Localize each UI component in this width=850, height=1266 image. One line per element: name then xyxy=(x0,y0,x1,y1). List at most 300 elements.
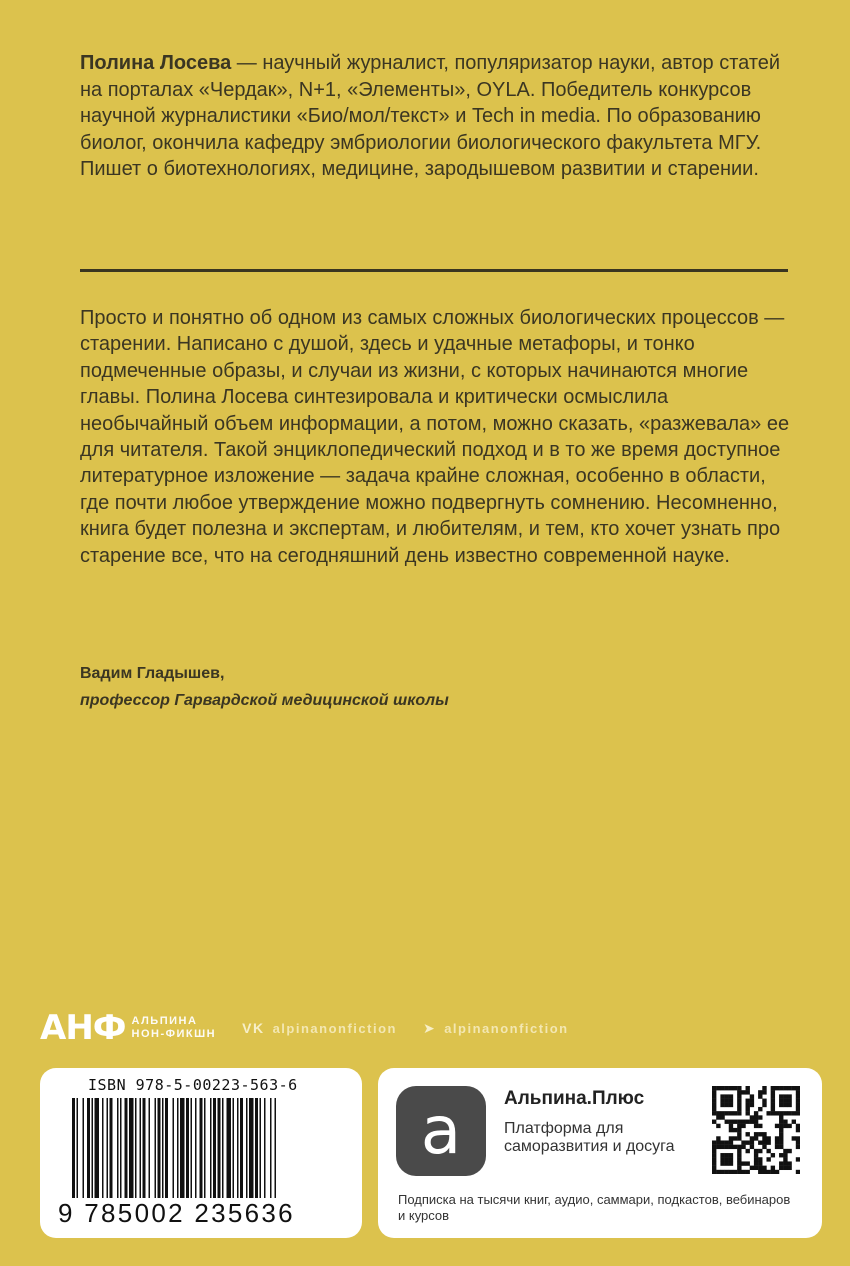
qr-module xyxy=(741,1140,745,1144)
qr-module xyxy=(758,1090,762,1094)
qr-module xyxy=(771,1099,775,1103)
qr-module xyxy=(796,1111,800,1115)
qr-module xyxy=(779,1140,783,1144)
qr-module xyxy=(725,1099,729,1103)
qr-module xyxy=(779,1124,783,1128)
qr-module xyxy=(771,1107,775,1111)
qr-module xyxy=(729,1157,733,1161)
qr-module xyxy=(758,1170,762,1174)
barcode-bar xyxy=(227,1098,232,1198)
qr-module xyxy=(779,1111,783,1115)
qr-module xyxy=(754,1161,758,1165)
qr-module xyxy=(758,1140,762,1144)
qr-module xyxy=(779,1086,783,1090)
qr-module xyxy=(796,1145,800,1149)
qr-module xyxy=(737,1086,741,1090)
barcode-bar xyxy=(270,1098,272,1198)
qr-module xyxy=(741,1170,745,1174)
qr-module xyxy=(737,1157,741,1161)
barcode-bar xyxy=(255,1098,258,1198)
qr-module xyxy=(716,1136,720,1140)
qr-module xyxy=(733,1170,737,1174)
qr-module xyxy=(737,1120,741,1124)
qr-module xyxy=(787,1149,791,1153)
qr-module xyxy=(796,1124,800,1128)
qr-module xyxy=(712,1166,716,1170)
qr-module xyxy=(771,1170,775,1174)
qr-module xyxy=(737,1099,741,1103)
barcode-bar xyxy=(173,1098,175,1198)
qr-module xyxy=(754,1166,758,1170)
qr-module xyxy=(741,1124,745,1128)
qr-module xyxy=(716,1115,720,1119)
qr-module xyxy=(716,1124,720,1128)
qr-module xyxy=(783,1153,787,1157)
qr-module xyxy=(796,1140,800,1144)
qr-module xyxy=(725,1161,729,1165)
qr-module xyxy=(737,1170,741,1174)
qr-module xyxy=(716,1170,720,1174)
qr-module xyxy=(771,1090,775,1094)
qr-module xyxy=(796,1103,800,1107)
qr-module xyxy=(766,1136,770,1140)
qr-module xyxy=(716,1086,720,1090)
barcode-bar xyxy=(162,1098,164,1198)
qr-module xyxy=(716,1111,720,1115)
qr-module xyxy=(712,1090,716,1094)
qr-module xyxy=(746,1099,750,1103)
reviewer xyxy=(80,660,680,714)
qr-module xyxy=(783,1111,787,1115)
barcode-bar xyxy=(165,1098,168,1198)
barcode-bar xyxy=(87,1098,90,1198)
barcode-bar xyxy=(158,1098,161,1198)
vk-handle: alpinanonfiction xyxy=(272,1020,397,1036)
qr-module xyxy=(754,1153,758,1157)
barcode xyxy=(72,1098,342,1203)
qr-module xyxy=(762,1086,766,1090)
qr-module xyxy=(792,1136,796,1140)
qr-module xyxy=(762,1136,766,1140)
qr-module xyxy=(733,1111,737,1115)
qr-module xyxy=(762,1099,766,1103)
qr-module xyxy=(754,1136,758,1140)
qr-module xyxy=(754,1132,758,1136)
reviewer-name: Вадим Гладышев, xyxy=(80,665,225,682)
barcode-bar xyxy=(143,1098,146,1198)
qr-module xyxy=(712,1153,716,1157)
qr-module xyxy=(750,1094,754,1098)
qr-module xyxy=(746,1111,750,1115)
qr-module xyxy=(758,1094,762,1098)
qr-module xyxy=(729,1161,733,1165)
telegram-link[interactable] xyxy=(423,1020,569,1037)
barcode-bar xyxy=(246,1098,248,1198)
qr-module xyxy=(779,1136,783,1140)
qr-module xyxy=(792,1086,796,1090)
qr-module xyxy=(746,1170,750,1174)
qr-module xyxy=(758,1149,762,1153)
barcode-bar xyxy=(200,1098,203,1198)
qr-module xyxy=(720,1111,724,1115)
qr-module xyxy=(733,1145,737,1149)
qr-module xyxy=(712,1157,716,1161)
qr-module xyxy=(771,1103,775,1107)
qr-module xyxy=(787,1111,791,1115)
qr-module xyxy=(733,1086,737,1090)
qr-module xyxy=(775,1124,779,1128)
barcode-bar xyxy=(135,1098,137,1198)
qr-module xyxy=(766,1149,770,1153)
qr-module xyxy=(746,1103,750,1107)
qr-module xyxy=(775,1136,779,1140)
qr-module xyxy=(746,1120,750,1124)
qr-module xyxy=(750,1136,754,1140)
qr-module xyxy=(796,1090,800,1094)
qr-module xyxy=(729,1120,733,1124)
qr-module xyxy=(787,1094,791,1098)
vk-link[interactable] xyxy=(242,1020,397,1036)
qr-module xyxy=(737,1149,741,1153)
qr-module xyxy=(725,1103,729,1107)
qr-module xyxy=(775,1111,779,1115)
barcode-bar xyxy=(233,1098,235,1198)
qr-module xyxy=(737,1136,741,1140)
qr-module xyxy=(783,1124,787,1128)
barcode-bar xyxy=(120,1098,122,1198)
qr-module xyxy=(783,1161,787,1165)
qr-module xyxy=(758,1166,762,1170)
qr-module xyxy=(746,1132,750,1136)
vk-icon: VK xyxy=(242,1020,265,1036)
qr-module xyxy=(712,1120,716,1124)
qr-module xyxy=(762,1145,766,1149)
qr-module xyxy=(787,1161,791,1165)
qr-module xyxy=(720,1140,724,1144)
qr-module xyxy=(779,1166,783,1170)
qr-module xyxy=(720,1161,724,1165)
qr-module xyxy=(737,1166,741,1170)
qr-module xyxy=(712,1111,716,1115)
qr-module xyxy=(779,1161,783,1165)
barcode-bar xyxy=(210,1098,212,1198)
barcode-bar xyxy=(92,1098,94,1198)
qr-module xyxy=(712,1086,716,1090)
qr-module xyxy=(737,1107,741,1111)
barcode-bar xyxy=(72,1098,75,1198)
publisher-logo-line1: АЛЬПИНА xyxy=(131,1015,198,1027)
qr-module xyxy=(766,1140,770,1144)
qr-module xyxy=(729,1111,733,1115)
qr-module xyxy=(783,1086,787,1090)
qr-module xyxy=(775,1145,779,1149)
qr-module xyxy=(787,1103,791,1107)
alpina-plus-app-icon xyxy=(396,1086,486,1176)
qr-module xyxy=(783,1103,787,1107)
qr-module xyxy=(746,1090,750,1094)
publisher-row xyxy=(40,1008,700,1048)
qr-module xyxy=(750,1140,754,1144)
barcode-bar xyxy=(186,1098,189,1198)
qr-module xyxy=(725,1120,729,1124)
qr-module xyxy=(758,1115,762,1119)
qr-module xyxy=(779,1132,783,1136)
barcode-bar xyxy=(264,1098,266,1198)
qr-module xyxy=(737,1132,741,1136)
qr-module xyxy=(737,1111,741,1115)
qr-module xyxy=(725,1086,729,1090)
barcode-bar xyxy=(83,1098,85,1198)
qr-module xyxy=(762,1090,766,1094)
qr-module xyxy=(779,1120,783,1124)
publisher-logo-text xyxy=(132,1015,217,1041)
qr-module xyxy=(737,1103,741,1107)
barcode-bar xyxy=(222,1098,224,1198)
qr-module xyxy=(750,1115,754,1119)
qr-module xyxy=(796,1094,800,1098)
author-bio-text: — научный журналист, популяризатор науки, автор статей на порталах «Чердак», N+1, «Элементы», OYLA. Победитель конкурсов научной журналистики «Био/мол/текст» и Tech in media. По образованию биолог, окончила кафедру эмбриологии биологического факультета МГУ. Пишет о биотехнологиях, медицине, зародышевом развитии и старении. xyxy=(80,52,781,180)
qr-module xyxy=(720,1099,724,1103)
qr-module xyxy=(796,1136,800,1140)
barcode-bar xyxy=(107,1098,109,1198)
qr-module xyxy=(754,1149,758,1153)
qr-module xyxy=(725,1145,729,1149)
qr-module xyxy=(754,1124,758,1128)
barcode-bar xyxy=(180,1098,185,1198)
qr-module xyxy=(712,1094,716,1098)
telegram-handle: alpinanonfiction xyxy=(444,1020,569,1036)
qr-module xyxy=(741,1161,745,1165)
qr-module xyxy=(725,1157,729,1161)
promo-description: Подписка на тысячи книг, аудио, саммари, подкастов, вебинаров и курсов xyxy=(398,1192,791,1223)
qr-module xyxy=(729,1094,733,1098)
barcode-bar xyxy=(102,1098,104,1198)
qr-module xyxy=(758,1132,762,1136)
qr-module xyxy=(766,1111,770,1115)
barcode-bar xyxy=(177,1098,179,1198)
qr-module xyxy=(725,1094,729,1098)
barcode-bar xyxy=(237,1098,239,1198)
qr-module xyxy=(775,1086,779,1090)
barcode-bar xyxy=(204,1098,206,1198)
qr-module xyxy=(729,1086,733,1090)
barcode-bar xyxy=(213,1098,216,1198)
qr-module xyxy=(712,1140,716,1144)
review-text: Просто и понятно об одном из самых сложных биологических процессов — старении. Написано с душой, здесь и удачные метафоры, и тонко подмеченные образы, и случаи из жизни, с которых начинаются многие главы. Полина Лосева синтезировала и критически осмыслила необычайный объем информации, а потом, можно сказать, «разжевала» ее для читателя. Такой энциклопедический подход и в то же время доступное литературное изложение — задача крайне сложная, особенно в области, где почти любое утверждение можно подвергнуть сомнению. Несомненно, книга будет полезна и экспертам, и любителям, и тем, кто хочет узнать про старение все, что на сегодняшний день известно современной науке. xyxy=(80,307,790,567)
qr-module xyxy=(762,1132,766,1136)
qr-module xyxy=(712,1145,716,1149)
qr-module xyxy=(746,1086,750,1090)
barcode-bar xyxy=(117,1098,119,1198)
qr-module xyxy=(712,1099,716,1103)
qr-module xyxy=(729,1128,733,1132)
qr-module xyxy=(746,1140,750,1144)
qr-module xyxy=(779,1145,783,1149)
qr-module xyxy=(775,1140,779,1144)
qr-module xyxy=(758,1157,762,1161)
barcode-bar xyxy=(129,1098,134,1198)
qr-module xyxy=(712,1107,716,1111)
isbn-label: ISBN 978-5-00223-563-6 xyxy=(88,1076,298,1094)
qr-module xyxy=(787,1099,791,1103)
qr-module xyxy=(771,1153,775,1157)
qr-module xyxy=(787,1124,791,1128)
qr-module xyxy=(754,1111,758,1115)
qr-module xyxy=(729,1140,733,1144)
qr-module xyxy=(779,1128,783,1132)
qr-module xyxy=(720,1170,724,1174)
qr-module xyxy=(720,1086,724,1090)
qr-module xyxy=(787,1166,791,1170)
qr-module xyxy=(792,1120,796,1124)
qr-module xyxy=(779,1103,783,1107)
qr-module xyxy=(712,1161,716,1165)
qr-module xyxy=(771,1086,775,1090)
qr-module xyxy=(783,1149,787,1153)
qr-module xyxy=(771,1094,775,1098)
qr-module xyxy=(720,1145,724,1149)
telegram-icon: ➤ xyxy=(422,1019,437,1036)
qr-module xyxy=(771,1111,775,1115)
qr-module xyxy=(750,1166,754,1170)
qr-module xyxy=(758,1107,762,1111)
qr-module xyxy=(750,1103,754,1107)
qr-module xyxy=(741,1120,745,1124)
qr-module xyxy=(783,1166,787,1170)
isbn-box xyxy=(40,1068,362,1238)
qr-module xyxy=(796,1128,800,1132)
qr-module xyxy=(741,1145,745,1149)
qr-module xyxy=(796,1157,800,1161)
qr-module xyxy=(720,1153,724,1157)
author-bio xyxy=(80,50,790,183)
divider xyxy=(80,269,788,272)
qr-module xyxy=(771,1166,775,1170)
qr-module xyxy=(796,1107,800,1111)
qr-module xyxy=(758,1161,762,1165)
qr-module xyxy=(783,1157,787,1161)
qr-module xyxy=(796,1086,800,1090)
qr-module xyxy=(712,1103,716,1107)
qr-module xyxy=(762,1103,766,1107)
promo-subtitle: Платформа для саморазвития и досуга xyxy=(504,1120,675,1155)
publisher-logo-line2: НОН-ФИКШН xyxy=(131,1028,217,1040)
barcode-bar xyxy=(191,1098,193,1198)
qr-module xyxy=(750,1145,754,1149)
qr-module xyxy=(716,1145,720,1149)
qr-module xyxy=(737,1094,741,1098)
barcode-bar xyxy=(95,1098,100,1198)
qr-module xyxy=(729,1136,733,1140)
qr-module xyxy=(766,1157,770,1161)
barcode-bar xyxy=(149,1098,151,1198)
qr-module xyxy=(779,1099,783,1103)
qr-module xyxy=(725,1111,729,1115)
qr-module xyxy=(737,1090,741,1094)
qr-module xyxy=(779,1153,783,1157)
barcode-bar xyxy=(218,1098,221,1198)
qr-module xyxy=(725,1170,729,1174)
barcode-bar xyxy=(195,1098,197,1198)
barcode-bar xyxy=(110,1098,113,1198)
promo-title: Альпина.Плюс xyxy=(504,1088,645,1109)
qr-module xyxy=(733,1136,737,1140)
qr-module xyxy=(712,1149,716,1153)
qr-module xyxy=(787,1086,791,1090)
qr-module xyxy=(783,1099,787,1103)
qr-module xyxy=(754,1120,758,1124)
barcode-digits: 9 785002 235636 xyxy=(58,1198,295,1228)
qr-module xyxy=(729,1153,733,1157)
barcode-bar xyxy=(77,1098,79,1198)
promo-box xyxy=(378,1068,822,1238)
barcode-bar xyxy=(260,1098,262,1198)
qr-module xyxy=(737,1128,741,1132)
author-name: Полина Лосева xyxy=(80,52,232,74)
qr-module xyxy=(737,1145,741,1149)
qr-module xyxy=(754,1115,758,1119)
qr-module xyxy=(758,1124,762,1128)
qr-module xyxy=(725,1140,729,1144)
qr-module xyxy=(720,1157,724,1161)
qr-module xyxy=(754,1157,758,1161)
qr-module xyxy=(741,1090,745,1094)
qr-module xyxy=(746,1107,750,1111)
barcode-bar xyxy=(249,1098,254,1198)
qr-module xyxy=(762,1166,766,1170)
qr-module xyxy=(720,1103,724,1107)
qr-module xyxy=(733,1120,737,1124)
qr-module xyxy=(775,1170,779,1174)
qr-module xyxy=(783,1094,787,1098)
barcode-bar xyxy=(275,1098,277,1198)
qr-module xyxy=(716,1140,720,1144)
qr-module xyxy=(733,1128,737,1132)
qr-module xyxy=(783,1120,787,1124)
publisher-logo: АНФ xyxy=(40,1008,126,1048)
qr-module xyxy=(725,1153,729,1157)
barcode-bar xyxy=(240,1098,243,1198)
barcode-bar xyxy=(125,1098,128,1198)
qr-module xyxy=(779,1094,783,1098)
qr-module xyxy=(762,1140,766,1144)
qr-module xyxy=(729,1099,733,1103)
qr-module xyxy=(746,1149,750,1153)
qr-module xyxy=(729,1145,733,1149)
reviewer-title: профессор Гарвардской медицинской школы xyxy=(80,692,449,709)
qr-module xyxy=(746,1161,750,1165)
qr-module xyxy=(729,1124,733,1128)
qr-module xyxy=(737,1161,741,1165)
qr-module xyxy=(737,1153,741,1157)
qr-module xyxy=(766,1170,770,1174)
app-icon-letter: a xyxy=(420,1092,462,1169)
qr-module xyxy=(792,1111,796,1115)
qr-module xyxy=(729,1170,733,1174)
qr-module xyxy=(796,1170,800,1174)
qr-module xyxy=(729,1103,733,1107)
qr-code xyxy=(712,1086,800,1174)
qr-module xyxy=(750,1099,754,1103)
barcode-bar xyxy=(140,1098,142,1198)
qr-module xyxy=(762,1170,766,1174)
barcode-bar xyxy=(155,1098,157,1198)
qr-module xyxy=(796,1099,800,1103)
qr-module xyxy=(750,1120,754,1124)
qr-module xyxy=(737,1124,741,1128)
qr-module xyxy=(779,1115,783,1119)
qr-module xyxy=(720,1094,724,1098)
